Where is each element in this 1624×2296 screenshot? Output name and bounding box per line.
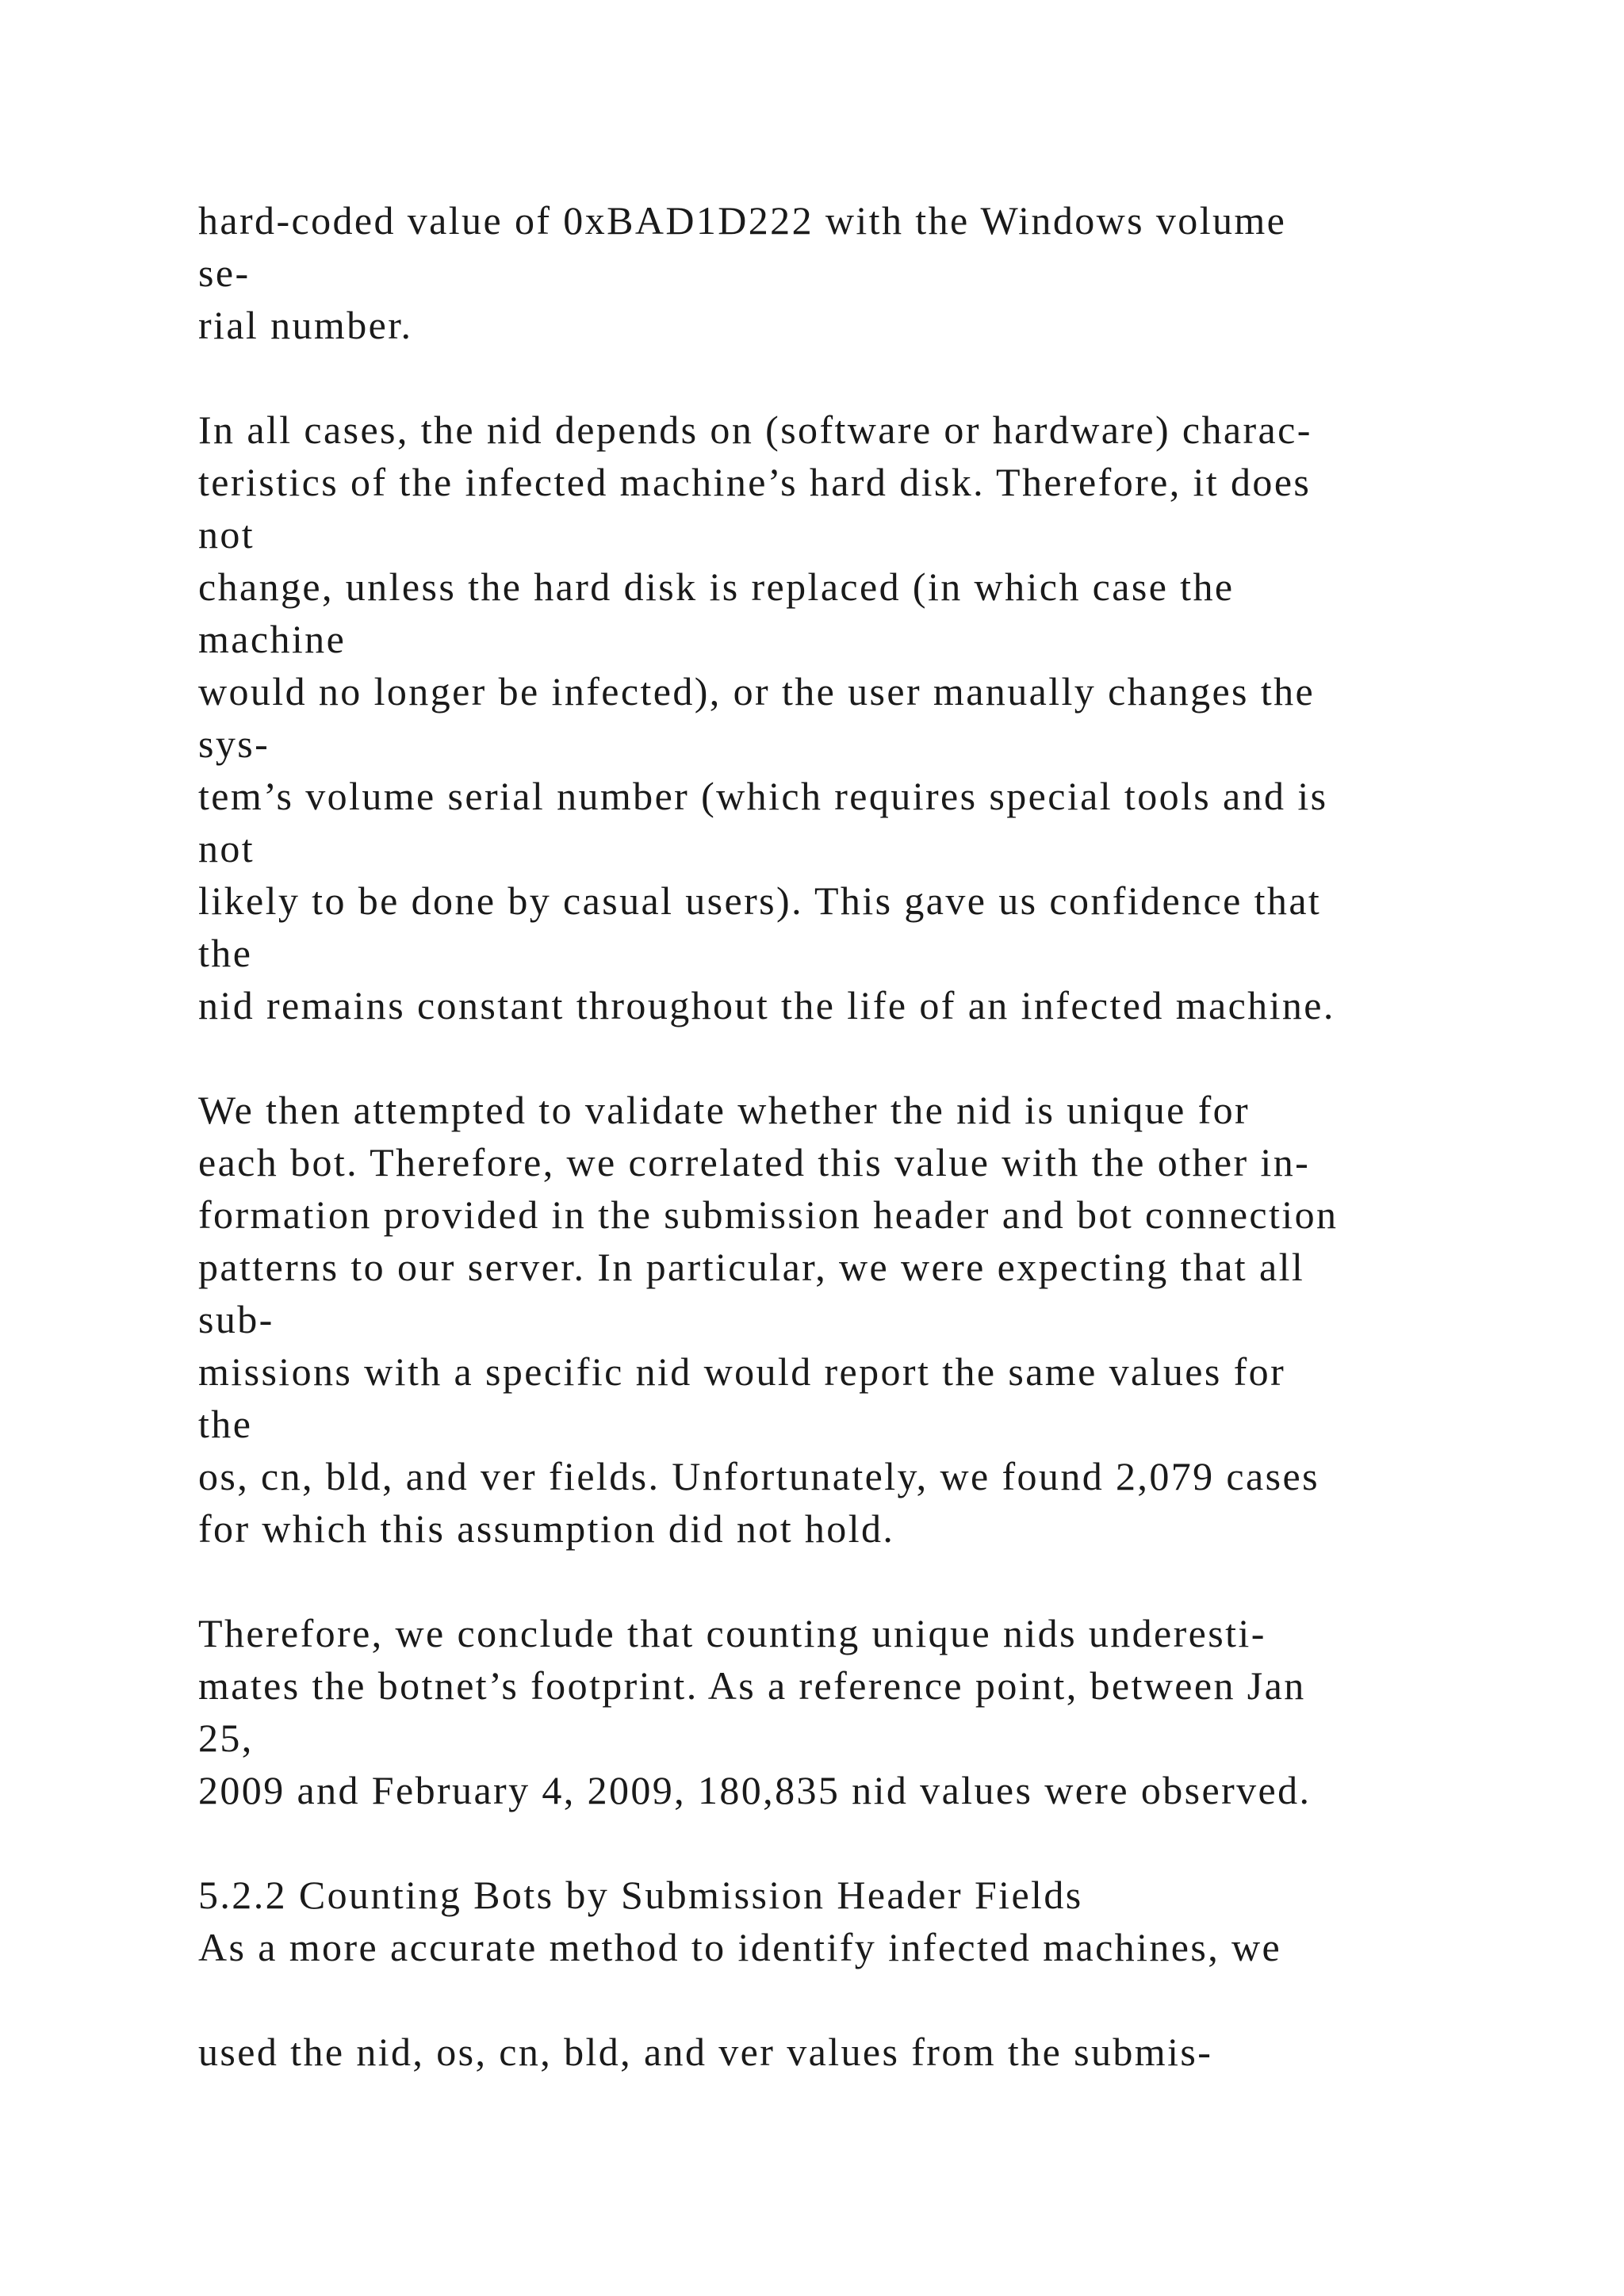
text-line: patterns to our server. In particular, we were expecting that all xyxy=(198,1245,1305,1289)
text-line: We then attempted to validate whether the nid is unique for xyxy=(198,1088,1251,1132)
text-line: used the nid, os, cn, bld, and ver values from the submis- xyxy=(198,2030,1213,2074)
paragraph-1 xyxy=(198,194,1594,351)
text-line: would no longer be infected), or the user manually changes the xyxy=(198,669,1316,714)
text-line: mates the botnet’s footprint. As a reference point, between Jan xyxy=(198,1663,1306,1708)
text-line: the xyxy=(198,931,253,975)
paragraph-gap xyxy=(198,1816,1594,1869)
text-line: hard-coded value of 0xBAD1D222 with the Windows volume xyxy=(198,198,1287,243)
text-line: 2009 and February 4, 2009, 180,835 nid values were observed. xyxy=(198,1768,1312,1812)
text-line: change, unless the hard disk is replaced (in which case the xyxy=(198,564,1235,609)
paragraph-gap xyxy=(198,1973,1594,2026)
text-line: 25, xyxy=(198,1716,254,1760)
text-line: each bot. Therefore, we correlated this value with the other in- xyxy=(198,1140,1311,1184)
text-line: Therefore, we conclude that counting unique nids underesti- xyxy=(198,1611,1266,1655)
paragraph-gap xyxy=(198,351,1594,404)
text-line: missions with a specific nid would report the same values for xyxy=(198,1349,1286,1394)
text-line: sub- xyxy=(198,1297,274,1341)
paragraph-6 xyxy=(198,2026,1594,2078)
document-page xyxy=(198,194,1594,2078)
text-line: the xyxy=(198,1402,253,1446)
text-line: As a more accurate method to identify infected machines, we xyxy=(198,1925,1282,1969)
section-heading-block xyxy=(198,1869,1594,1973)
text-line: likely to be done by casual users). This gave us confidence that xyxy=(198,878,1322,923)
text-line: sys- xyxy=(198,721,270,766)
text-line: nid remains constant throughout the life of an infected machine. xyxy=(198,983,1335,1027)
text-line: formation provided in the submission header and bot connection xyxy=(198,1192,1339,1237)
paragraph-4 xyxy=(198,1607,1594,1816)
text-line: tem’s volume serial number (which requires special tools and is xyxy=(198,774,1328,818)
text-line: rial number. xyxy=(198,303,413,347)
text-line: not xyxy=(198,826,255,871)
paragraph-2 xyxy=(198,404,1594,1031)
paragraph-gap xyxy=(198,1031,1594,1084)
text-line: not xyxy=(198,512,255,557)
text-line: teristics of the infected machine’s hard disk. Therefore, it does xyxy=(198,460,1312,504)
section-heading: 5.2.2 Counting Bots by Submission Header Fields xyxy=(198,1873,1083,1917)
paragraph-gap xyxy=(198,1555,1594,1607)
text-line: se- xyxy=(198,251,251,295)
paragraph-3 xyxy=(198,1084,1594,1555)
text-line: In all cases, the nid depends on (software or hardware) charac- xyxy=(198,408,1312,452)
text-line: machine xyxy=(198,617,347,661)
text-line: for which this assumption did not hold. xyxy=(198,1506,895,1551)
text-line: os, cn, bld, and ver fields. Unfortunately, we found 2,079 cases xyxy=(198,1454,1320,1498)
